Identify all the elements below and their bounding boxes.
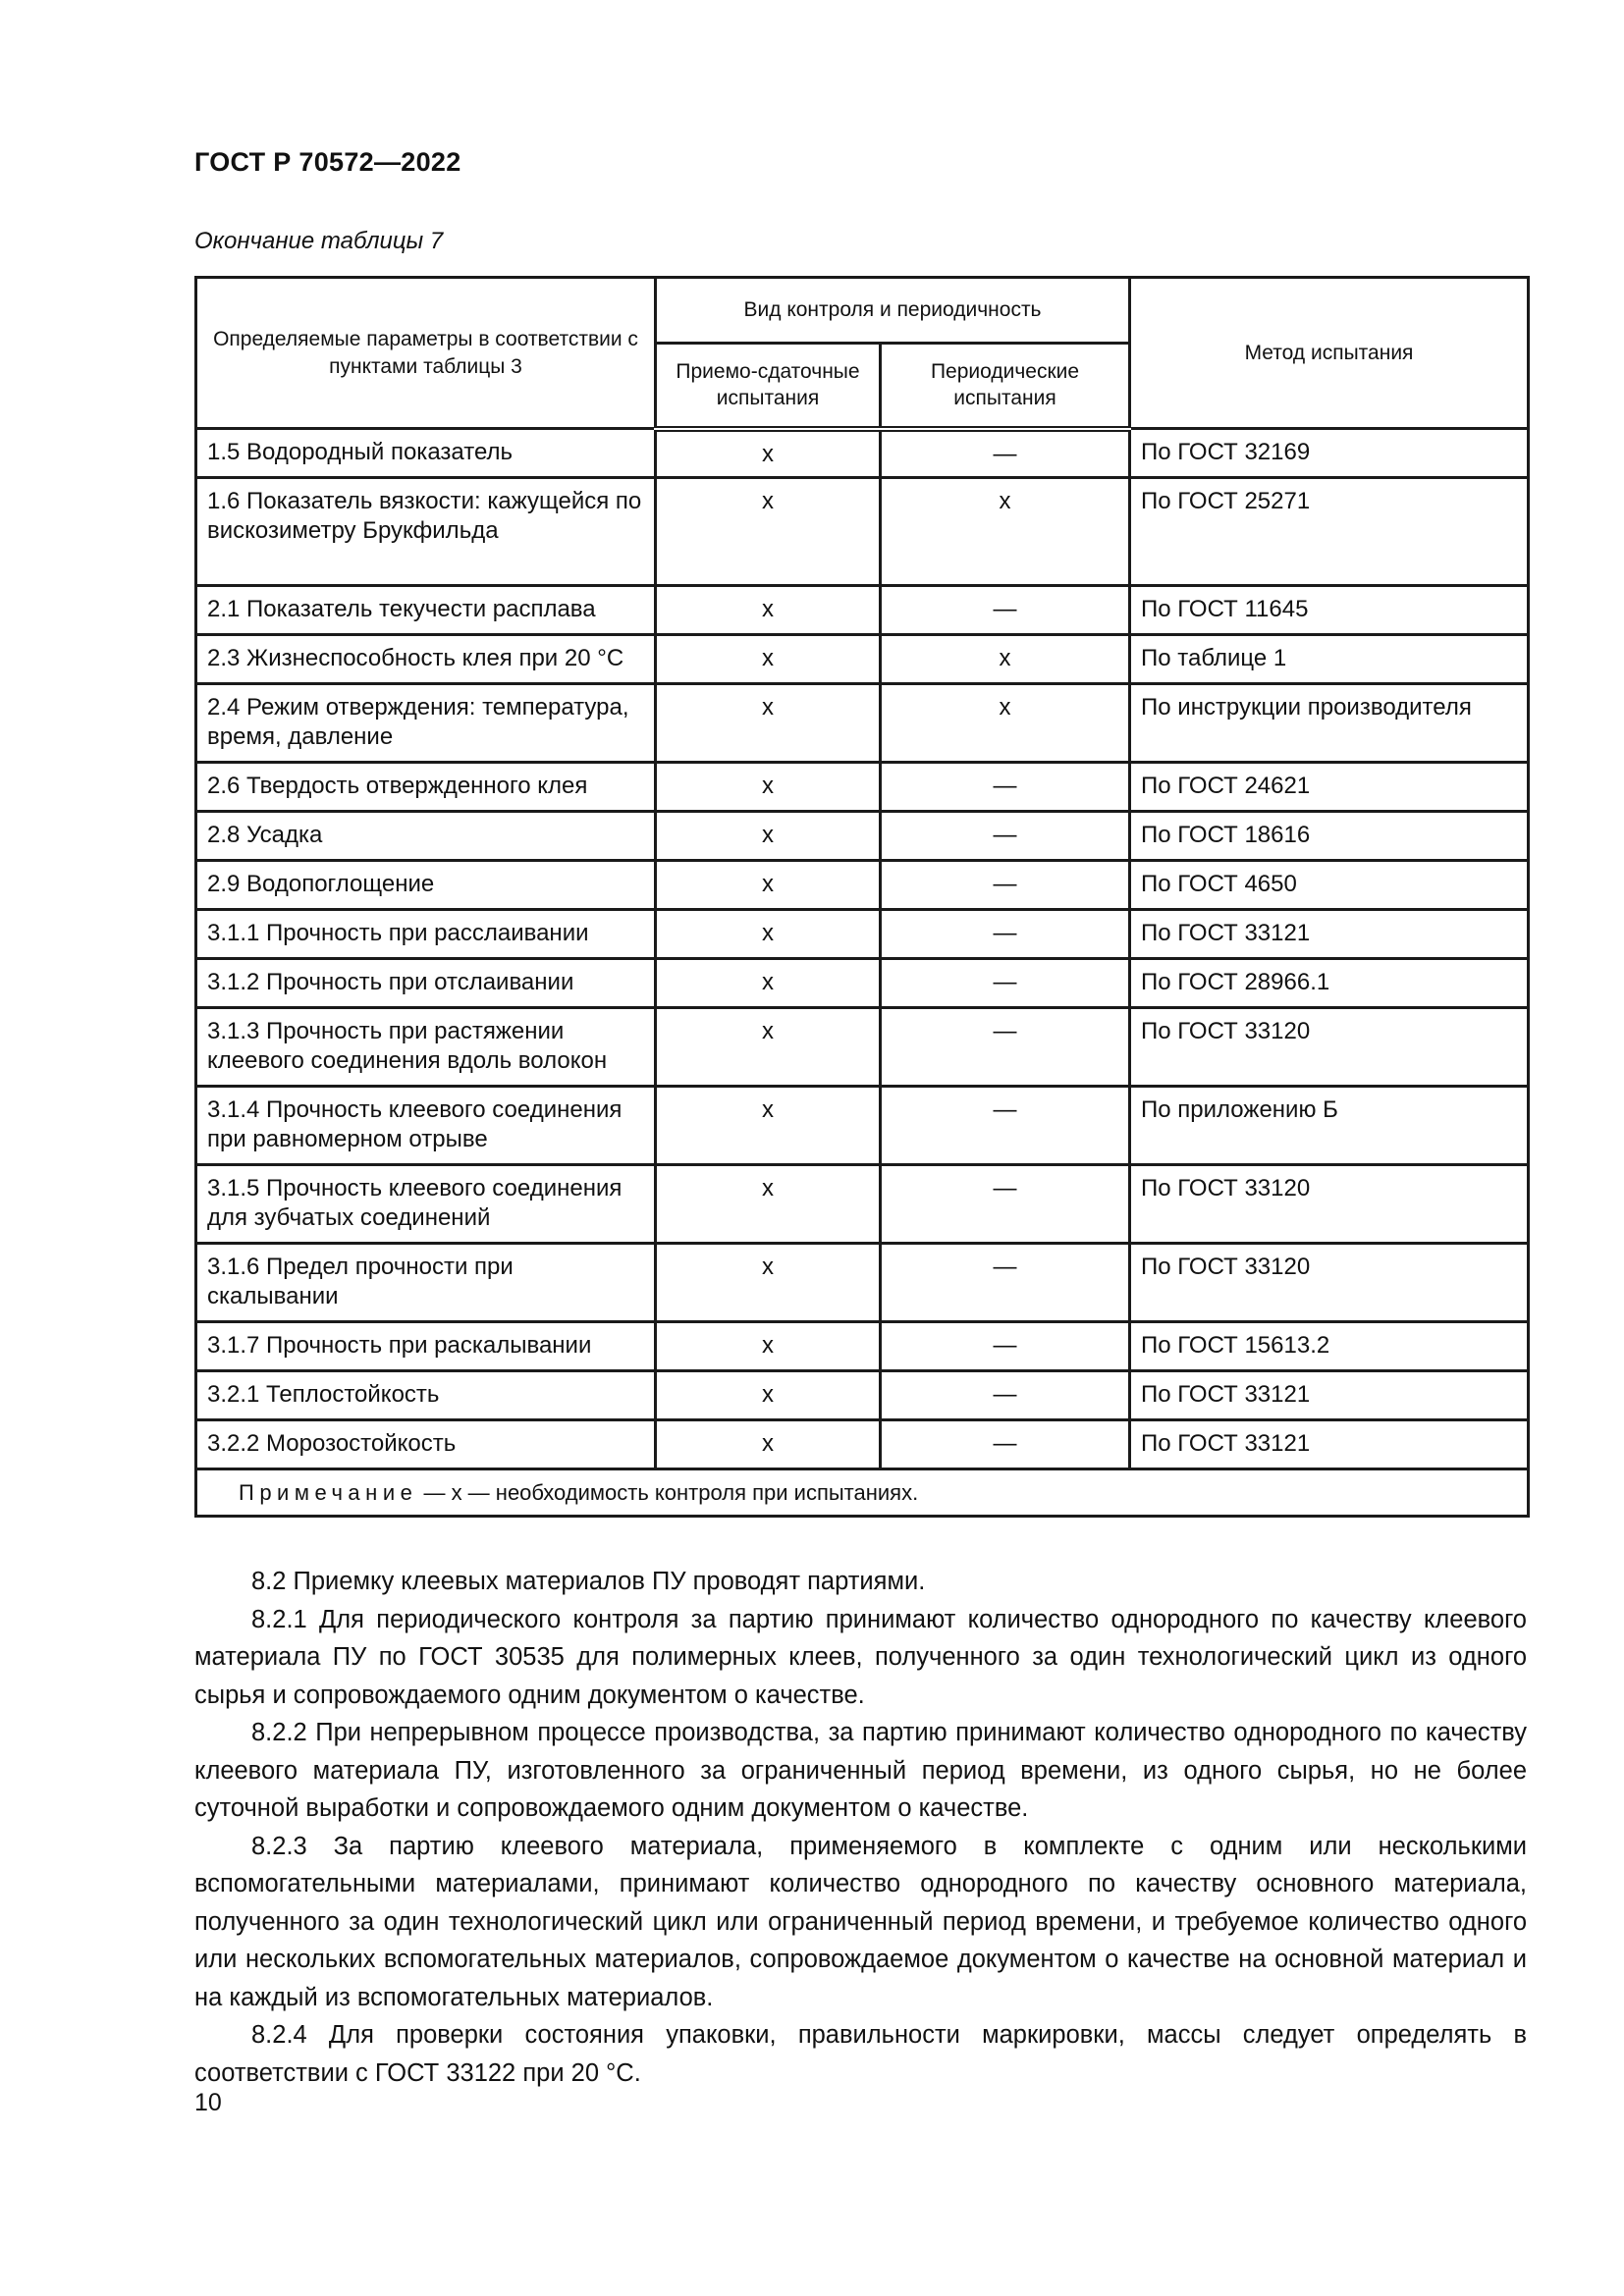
periodic-cell: — — [881, 429, 1130, 478]
param-cell: 2.4 Режим отверждения: температура, время, давление — [196, 684, 656, 763]
note-text: — x — необходимость контроля при испытаниях. — [417, 1480, 919, 1505]
param-cell: 1.6 Показатель вязкости: кажущейся по вискозиметру Брукфильда — [196, 478, 656, 586]
param-cell: 2.6 Твердость отвержденного клея — [196, 763, 656, 812]
page-number: 10 — [194, 2089, 222, 2116]
acceptance-cell: x — [656, 1420, 881, 1469]
periodic-cell: — — [881, 1008, 1130, 1087]
param-cell: 2.9 Водопоглощение — [196, 861, 656, 910]
acceptance-cell: x — [656, 635, 881, 684]
table-row — [196, 1371, 1529, 1420]
method-cell: По ГОСТ 32169 — [1130, 429, 1529, 478]
periodic-cell: — — [881, 1322, 1130, 1371]
table-row — [196, 684, 1529, 763]
method-cell: По ГОСТ 28966.1 — [1130, 959, 1529, 1008]
document-code: ГОСТ Р 70572—2022 — [194, 147, 461, 177]
body-text — [194, 1563, 1527, 2092]
method-cell: По ГОСТ 4650 — [1130, 861, 1529, 910]
periodic-cell: — — [881, 1165, 1130, 1244]
acceptance-cell: x — [656, 684, 881, 763]
paragraph-8-2-3: 8.2.3 За партию клеевого материала, применяемого в комплекте с одним или несколькими вспомогательными материалами, принимают количество однородного по качеству основного материала, полученного за один технологический цикл или ограниченный период времени, и требуемое количество одного или нескольких вспомогательных материалов, сопровождаемое документом о качестве на основной материал и на каждый из вспомогательных материалов. — [194, 1832, 1527, 2011]
method-cell: По ГОСТ 25271 — [1130, 478, 1529, 586]
column-header-periodic: Периодические испытания — [881, 344, 1130, 429]
column-header-method: Метод испытания — [1130, 278, 1529, 429]
param-cell: 3.1.2 Прочность при отслаивании — [196, 959, 656, 1008]
param-cell: 3.1.7 Прочность при раскалывании — [196, 1322, 656, 1371]
method-cell: По ГОСТ 15613.2 — [1130, 1322, 1529, 1371]
param-cell: 3.1.1 Прочность при расслаивании — [196, 910, 656, 959]
method-cell: По таблице 1 — [1130, 635, 1529, 684]
method-cell: По инструкции производителя — [1130, 684, 1529, 763]
table-row — [196, 1322, 1529, 1371]
table-row — [196, 1244, 1529, 1322]
table-note — [196, 1469, 1529, 1517]
method-cell: По ГОСТ 18616 — [1130, 812, 1529, 861]
table-row — [196, 635, 1529, 684]
inspection-table — [194, 276, 1530, 1518]
method-cell: По ГОСТ 33120 — [1130, 1244, 1529, 1322]
table-row — [196, 1008, 1529, 1087]
periodic-cell: — — [881, 812, 1130, 861]
column-header-control-group: Вид контроля и периодичность — [656, 278, 1130, 344]
method-cell: По ГОСТ 33121 — [1130, 910, 1529, 959]
table-note-row — [196, 1469, 1529, 1517]
table-row — [196, 910, 1529, 959]
periodic-cell: — — [881, 959, 1130, 1008]
acceptance-cell: x — [656, 959, 881, 1008]
method-cell: По приложению Б — [1130, 1087, 1529, 1165]
periodic-cell: — — [881, 763, 1130, 812]
acceptance-cell: x — [656, 586, 881, 635]
param-cell: 1.5 Водородный показатель — [196, 429, 656, 478]
table-row — [196, 478, 1529, 586]
method-cell: По ГОСТ 33120 — [1130, 1008, 1529, 1087]
periodic-cell: — — [881, 1420, 1130, 1469]
acceptance-cell: x — [656, 1008, 881, 1087]
acceptance-cell: x — [656, 1087, 881, 1165]
table-row — [196, 429, 1529, 478]
acceptance-cell: x — [656, 1165, 881, 1244]
note-label: Примечание — [239, 1480, 418, 1505]
periodic-cell: — — [881, 861, 1130, 910]
table-row — [196, 861, 1529, 910]
acceptance-cell: x — [656, 812, 881, 861]
periodic-cell: x — [881, 684, 1130, 763]
param-cell: 3.2.2 Морозостойкость — [196, 1420, 656, 1469]
table-row — [196, 959, 1529, 1008]
acceptance-cell: x — [656, 910, 881, 959]
table-row — [196, 763, 1529, 812]
paragraph-8-2: 8.2 Приемку клеевых материалов ПУ проводят партиями. — [251, 1568, 926, 1595]
acceptance-cell: x — [656, 1244, 881, 1322]
param-cell: 2.1 Показатель текучести расплава — [196, 586, 656, 635]
method-cell: По ГОСТ 33120 — [1130, 1165, 1529, 1244]
param-cell: 3.1.6 Предел прочности при скалывании — [196, 1244, 656, 1322]
table-row — [196, 812, 1529, 861]
method-cell: По ГОСТ 11645 — [1130, 586, 1529, 635]
acceptance-cell: x — [656, 429, 881, 478]
acceptance-cell: x — [656, 763, 881, 812]
table-caption: Окончание таблицы 7 — [194, 228, 444, 254]
column-header-param: Определяемые параметры в соответствии с пунктами таблицы 3 — [196, 278, 656, 429]
method-cell: По ГОСТ 24621 — [1130, 763, 1529, 812]
paragraph-8-2-1: 8.2.1 Для периодического контроля за партию принимают количество однородного по качеству клеевого материала ПУ по ГОСТ 30535 для полимерных клеев, полученного за один технологический цикл из одного сырья и сопровождаемого одним документом о качестве. — [194, 1605, 1527, 1709]
param-cell: 2.3 Жизнеспособность клея при 20 °С — [196, 635, 656, 684]
method-cell: По ГОСТ 33121 — [1130, 1420, 1529, 1469]
table-row — [196, 1087, 1529, 1165]
param-cell: 3.1.3 Прочность при растяжении клеевого соединения вдоль волокон — [196, 1008, 656, 1087]
param-cell: 3.1.5 Прочность клеевого соединения для зубчатых соединений — [196, 1165, 656, 1244]
acceptance-cell: x — [656, 861, 881, 910]
paragraph-8-2-2: 8.2.2 При непрерывном процессе производства, за партию принимают количество однородного по качеству клеевого материала ПУ, изготовленного за ограниченный период времени, из одного сырья, но не более суточной выработки и сопровождаемого одним документом о качестве. — [194, 1719, 1527, 1822]
table-row — [196, 1420, 1529, 1469]
acceptance-cell: x — [656, 1322, 881, 1371]
table-header-row — [196, 278, 1529, 344]
periodic-cell: — — [881, 586, 1130, 635]
periodic-cell: x — [881, 478, 1130, 586]
periodic-cell: — — [881, 1371, 1130, 1420]
periodic-cell: — — [881, 910, 1130, 959]
periodic-cell: — — [881, 1087, 1130, 1165]
param-cell: 2.8 Усадка — [196, 812, 656, 861]
param-cell: 3.1.4 Прочность клеевого соединения при равномерном отрыве — [196, 1087, 656, 1165]
acceptance-cell: x — [656, 478, 881, 586]
column-header-acceptance: Приемо-сдаточные испытания — [656, 344, 881, 429]
paragraph-8-2-4: 8.2.4 Для проверки состояния упаковки, правильности маркировки, массы следует определять в соответствии с ГОСТ 33122 при 20 °С. — [194, 2021, 1527, 2087]
acceptance-cell: x — [656, 1371, 881, 1420]
periodic-cell: — — [881, 1244, 1130, 1322]
table-row — [196, 586, 1529, 635]
table-row — [196, 1165, 1529, 1244]
periodic-cell: x — [881, 635, 1130, 684]
method-cell: По ГОСТ 33121 — [1130, 1371, 1529, 1420]
param-cell: 3.2.1 Теплостойкость — [196, 1371, 656, 1420]
